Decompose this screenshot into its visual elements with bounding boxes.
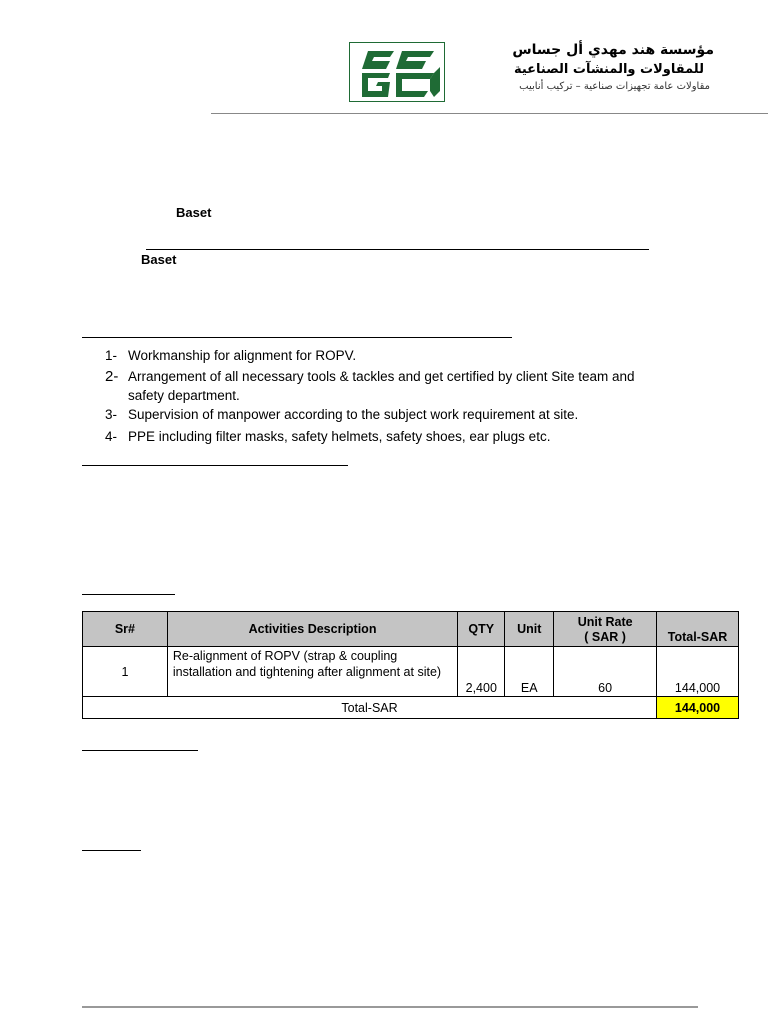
table-header-row bbox=[83, 612, 739, 647]
list-item: PPE including filter masks, safety helmets, safety shoes, ear plugs etc. bbox=[128, 429, 551, 444]
list-item-number: 1- bbox=[105, 348, 118, 363]
header-sr: Sr# bbox=[83, 612, 168, 647]
list-item-number: 4- bbox=[105, 429, 118, 444]
addressee-line-2: Baset bbox=[141, 252, 177, 267]
company-name-arabic: مؤسسة هند مهدي أل جساس bbox=[512, 42, 714, 58]
list-item-number: 2- bbox=[105, 368, 119, 385]
company-logo bbox=[349, 42, 445, 102]
header-qty: QTY bbox=[458, 612, 505, 647]
gc-logo-icon bbox=[350, 43, 443, 100]
activities-table bbox=[82, 611, 739, 719]
header-unit-rate-line2: ( SAR ) bbox=[584, 630, 626, 644]
header-divider bbox=[211, 113, 768, 114]
total-value: 144,000 bbox=[657, 697, 739, 719]
header-unit-rate bbox=[554, 612, 657, 647]
company-subtitle-arabic: للمقاولات والمنشآت الصناعية bbox=[513, 62, 704, 77]
list-item-number: 3- bbox=[105, 407, 118, 422]
list-item: Supervision of manpower according to the subject work requirement at site. bbox=[128, 407, 579, 422]
header-description: Activities Description bbox=[167, 612, 457, 647]
cell-qty: 2,400 bbox=[458, 647, 505, 697]
section-rule bbox=[82, 750, 198, 751]
section-rule bbox=[82, 465, 348, 466]
addressee-underline bbox=[146, 249, 649, 250]
list-item: Workmanship for alignment for ROPV. bbox=[128, 348, 357, 363]
table-row bbox=[83, 647, 739, 697]
addressee-line-1: Baset bbox=[176, 205, 212, 220]
cell-description: Re-alignment of ROPV (strap & coupling installation and tightening after alignment at site) bbox=[167, 647, 457, 697]
footer-divider bbox=[82, 1006, 698, 1008]
company-description-arabic: مقاولات عامة تجهيزات صناعية – تركيب أنابيب bbox=[519, 81, 710, 92]
cell-unit: EA bbox=[505, 647, 554, 697]
section-rule bbox=[82, 850, 141, 851]
cell-rate: 60 bbox=[554, 647, 657, 697]
section-rule bbox=[82, 594, 175, 595]
cell-total: 144,000 bbox=[657, 647, 739, 697]
header-unit-rate-line1: Unit Rate bbox=[577, 615, 633, 629]
table-total-row bbox=[83, 697, 739, 719]
cell-sr: 1 bbox=[83, 647, 168, 697]
header-unit: Unit bbox=[505, 612, 554, 647]
total-label: Total-SAR bbox=[83, 697, 657, 719]
scope-heading-rule bbox=[82, 337, 512, 338]
header-total: Total-SAR bbox=[657, 612, 739, 647]
list-item: Arrangement of all necessary tools & tackles and get certified by client Site team and safety department. bbox=[128, 369, 635, 403]
